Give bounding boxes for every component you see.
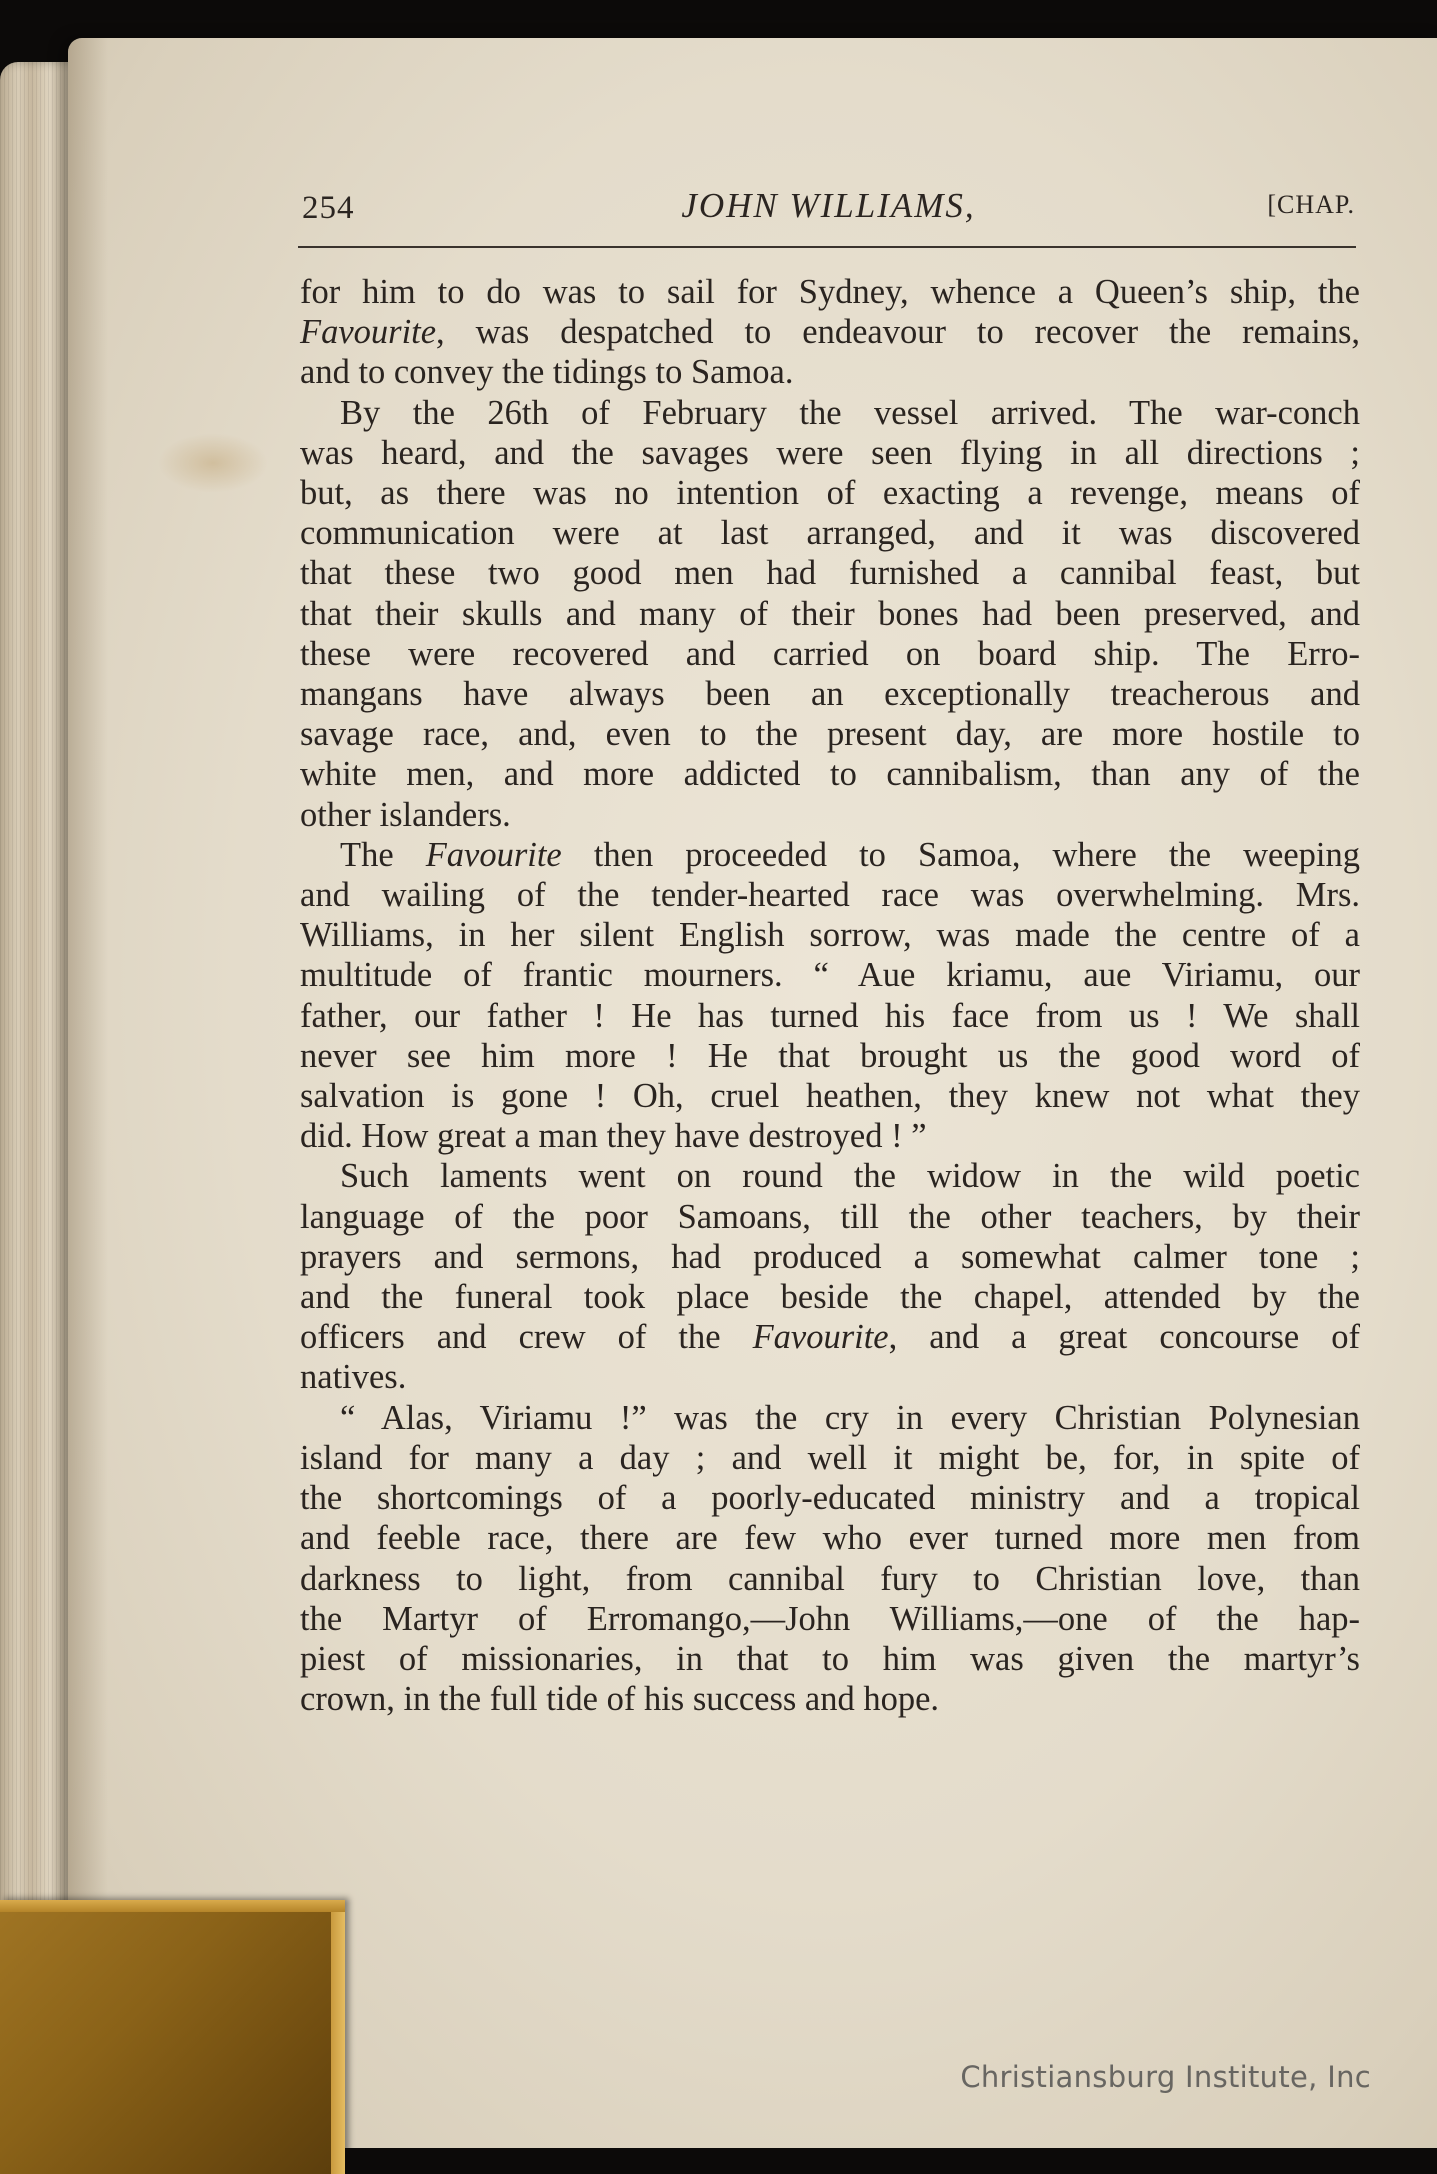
text-segment: the shortcomings of a poorly-educated ministry and a tropical (300, 1479, 1360, 1518)
italic-ship-name: Favourite (425, 835, 562, 874)
text-segment: and wailing of the tender-hearted race was overwhelming. Mrs. (300, 876, 1360, 915)
text-segment: multitude of frantic mourners. “ Aue kriamu, aue Viriamu, our (300, 956, 1360, 995)
text-segment: island for many a day ; and well it might be, for, in spite of (300, 1438, 1360, 1477)
text-line (300, 1156, 1360, 1196)
text-segment: By the 26th of February the vessel arrived. The war-conch (340, 393, 1360, 432)
text-line (300, 1639, 1360, 1679)
text-segment: that these two good men had furnished a cannibal feast, but (300, 554, 1360, 593)
text-segment: crown, in the full tide of his success and hope. (300, 1680, 940, 1719)
text-line (300, 1197, 1360, 1237)
paragraph (300, 1398, 1360, 1720)
text-line (300, 1679, 1360, 1719)
text-line (300, 714, 1360, 754)
text-line (300, 1478, 1360, 1518)
text-line (300, 553, 1360, 593)
text-line (300, 1518, 1360, 1558)
text-line (300, 352, 1360, 392)
text-segment: salvation is gone ! Oh, cruel heathen, they knew not what they (300, 1077, 1360, 1116)
text-line (300, 1237, 1360, 1277)
body-text (300, 272, 1360, 1719)
text-line (300, 393, 1360, 433)
text-segment: The (340, 835, 426, 874)
watermark: Christiansburg Institute, Inc (960, 2060, 1371, 2094)
paper-stain (158, 433, 268, 493)
text-line (300, 312, 1360, 352)
text-line (300, 473, 1360, 513)
text-segment: officers and crew of the (300, 1318, 753, 1357)
text-segment: , was despatched to endeavour to recover the remains, (436, 313, 1360, 352)
text-line (300, 433, 1360, 473)
text-line (300, 795, 1360, 835)
bottom-shadow (345, 2148, 1437, 2174)
page-number: 254 (302, 190, 355, 226)
text-line (300, 1357, 1360, 1397)
text-line (300, 1036, 1360, 1076)
text-segment: and to convey the tidings to Samoa. (300, 353, 794, 392)
text-line (300, 1599, 1360, 1639)
running-head (302, 186, 1355, 236)
book-cover-corner (0, 1900, 345, 2174)
text-segment: the Martyr of Erromango,—John Williams,—one of the hap- (300, 1599, 1360, 1638)
text-line (300, 1116, 1360, 1156)
text-segment: other islanders. (300, 795, 511, 834)
text-segment: mangans have always been an exceptionally treacherous and (300, 675, 1360, 714)
text-segment: for him to do was to sail for Sydney, whence a Queen’s ship, the (300, 273, 1360, 311)
text-line (300, 996, 1360, 1036)
text-segment: language of the poor Samoans, till the other teachers, by their (300, 1197, 1360, 1236)
text-line (300, 1076, 1360, 1116)
text-segment: “ Alas, Viriamu !” was the cry in every Christian Polynesian (340, 1398, 1360, 1437)
text-line (300, 634, 1360, 674)
paragraph (300, 835, 1360, 1157)
text-segment: prayers and sermons, had produced a somewhat calmer tone ; (300, 1237, 1360, 1276)
text-segment: but, as there was no intention of exacting a revenge, means of (300, 474, 1360, 513)
text-line (300, 875, 1360, 915)
text-line (300, 1438, 1360, 1478)
text-line (300, 1277, 1360, 1317)
text-segment: father, our father ! He has turned his face from us ! We shall (300, 996, 1360, 1035)
text-segment: and the funeral took place beside the chapel, attended by the (300, 1278, 1360, 1317)
text-segment: savage race, and, even to the present day, are more hostile to (300, 715, 1360, 754)
text-line (300, 955, 1360, 995)
paragraph (300, 1156, 1360, 1397)
text-line (300, 594, 1360, 634)
text-segment: darkness to light, from cannibal fury to Christian love, than (300, 1559, 1360, 1598)
chapter-label: [CHAP. (1267, 190, 1355, 219)
text-line (300, 835, 1360, 875)
text-segment: these were recovered and carried on board ship. The Erro- (300, 634, 1360, 673)
text-line (300, 674, 1360, 714)
text-segment: piest of missionaries, in that to him was given the martyr’s (300, 1639, 1360, 1678)
text-line (300, 513, 1360, 553)
text-segment: natives. (300, 1358, 407, 1397)
text-segment: then proceeded to Samoa, where the weeping (561, 835, 1360, 874)
text-line (300, 1398, 1360, 1438)
italic-ship-name: Favourite (300, 313, 437, 352)
text-segment: was heard, and the savages were seen flying in all directions ; (300, 433, 1360, 472)
text-segment: and feeble race, there are few who ever turned more men from (300, 1519, 1360, 1558)
text-segment: never see him more ! He that brought us the good word of (300, 1036, 1360, 1075)
running-title: JOHN WILLIAMS, (681, 186, 976, 225)
text-line (300, 1559, 1360, 1599)
italic-ship-name: Favourite (752, 1318, 889, 1357)
text-segment: communication were at last arranged, and it was discovered (300, 514, 1360, 553)
text-line (300, 915, 1360, 955)
text-line (300, 272, 1360, 312)
text-line (300, 1317, 1360, 1357)
text-segment: that their skulls and many of their bones had been preserved, and (300, 594, 1360, 633)
text-segment: did. How great a man they have destroyed ! ” (300, 1117, 927, 1156)
text-segment: Williams, in her silent English sorrow, was made the centre of a (300, 916, 1360, 955)
text-segment: , and a great concourse of (888, 1318, 1360, 1357)
paragraph (300, 272, 1360, 393)
paragraph (300, 393, 1360, 835)
text-segment: white men, and more addicted to cannibalism, than any of the (300, 755, 1360, 794)
text-line (300, 754, 1360, 794)
header-rule (298, 246, 1356, 248)
text-segment: Such laments went on round the widow in the wild poetic (340, 1157, 1360, 1196)
